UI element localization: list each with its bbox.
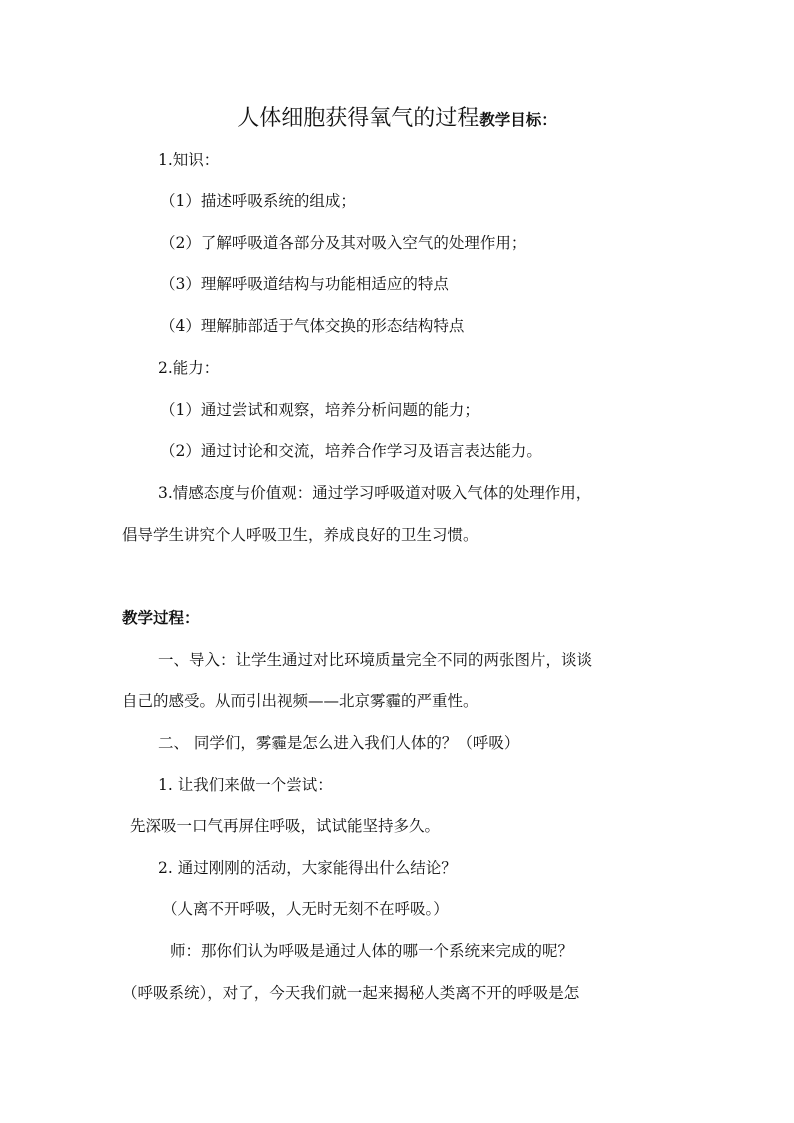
process-line-5: 先深吸一口气再屏住呼吸，试试能坚持多久。 <box>130 817 441 835</box>
ability-item-1: （1）通过尝试和观察，培养分析问题的能力； <box>160 401 480 419</box>
process-line-9: （呼吸系统），对了，今天我们就一起来揭秘人类离不开的呼吸是怎 <box>122 984 580 1002</box>
knowledge-item-4: （4）理解肺部适于气体交换的形态结构特点 <box>160 317 465 335</box>
knowledge-item-2: （2）了解呼吸道各部分及其对吸入空气的处理作用； <box>160 234 527 252</box>
process-line-7: （人离不开呼吸，人无时无刻不在呼吸。） <box>162 900 449 918</box>
knowledge-heading: 1.知识： <box>158 151 220 169</box>
process-line-6: 2. 通过刚刚的活动，大家能得出什么结论？ <box>158 859 457 877</box>
process-line-2: 自己的感受。从而引出视频——北京雾霾的严重性。 <box>122 692 479 710</box>
process-heading: 教学过程： <box>122 608 200 627</box>
title-main: 人体细胞获得氧气的过程 <box>237 106 480 131</box>
title-objectives-label: 教学目标： <box>479 110 557 129</box>
knowledge-item-3: （3）理解呼吸道结构与功能相适应的特点 <box>160 275 449 293</box>
process-line-4: 1. 让我们来做一个尝试： <box>158 776 333 794</box>
process-line-3: 二、 同学们，雾霾是怎么进入我们人体的？（呼吸） <box>158 734 520 752</box>
page-title <box>0 104 794 135</box>
ability-item-2: （2）通过讨论和交流，培养合作学习及语言表达能力。 <box>160 442 542 460</box>
emotion-paragraph-line1 <box>158 483 591 503</box>
emotion-paragraph-line2: 倡导学生讲究个人呼吸卫生，养成良好的卫生习惯。 <box>122 526 479 544</box>
knowledge-item-1: （1）描述呼吸系统的组成； <box>160 192 356 210</box>
emotion-text-1: 通过学习呼吸道对吸入气体的处理作用， <box>312 484 592 502</box>
process-line-1: 一、导入：让学生通过对比环境质量完全不同的两张图片，谈谈 <box>158 651 593 669</box>
emotion-heading: 3.情感态度与价值观： <box>158 484 313 502</box>
ability-heading: 2.能力： <box>158 359 220 377</box>
process-line-8: 师：那你们认为呼吸是通过人体的哪一个系统来完成的呢？ <box>170 942 574 960</box>
